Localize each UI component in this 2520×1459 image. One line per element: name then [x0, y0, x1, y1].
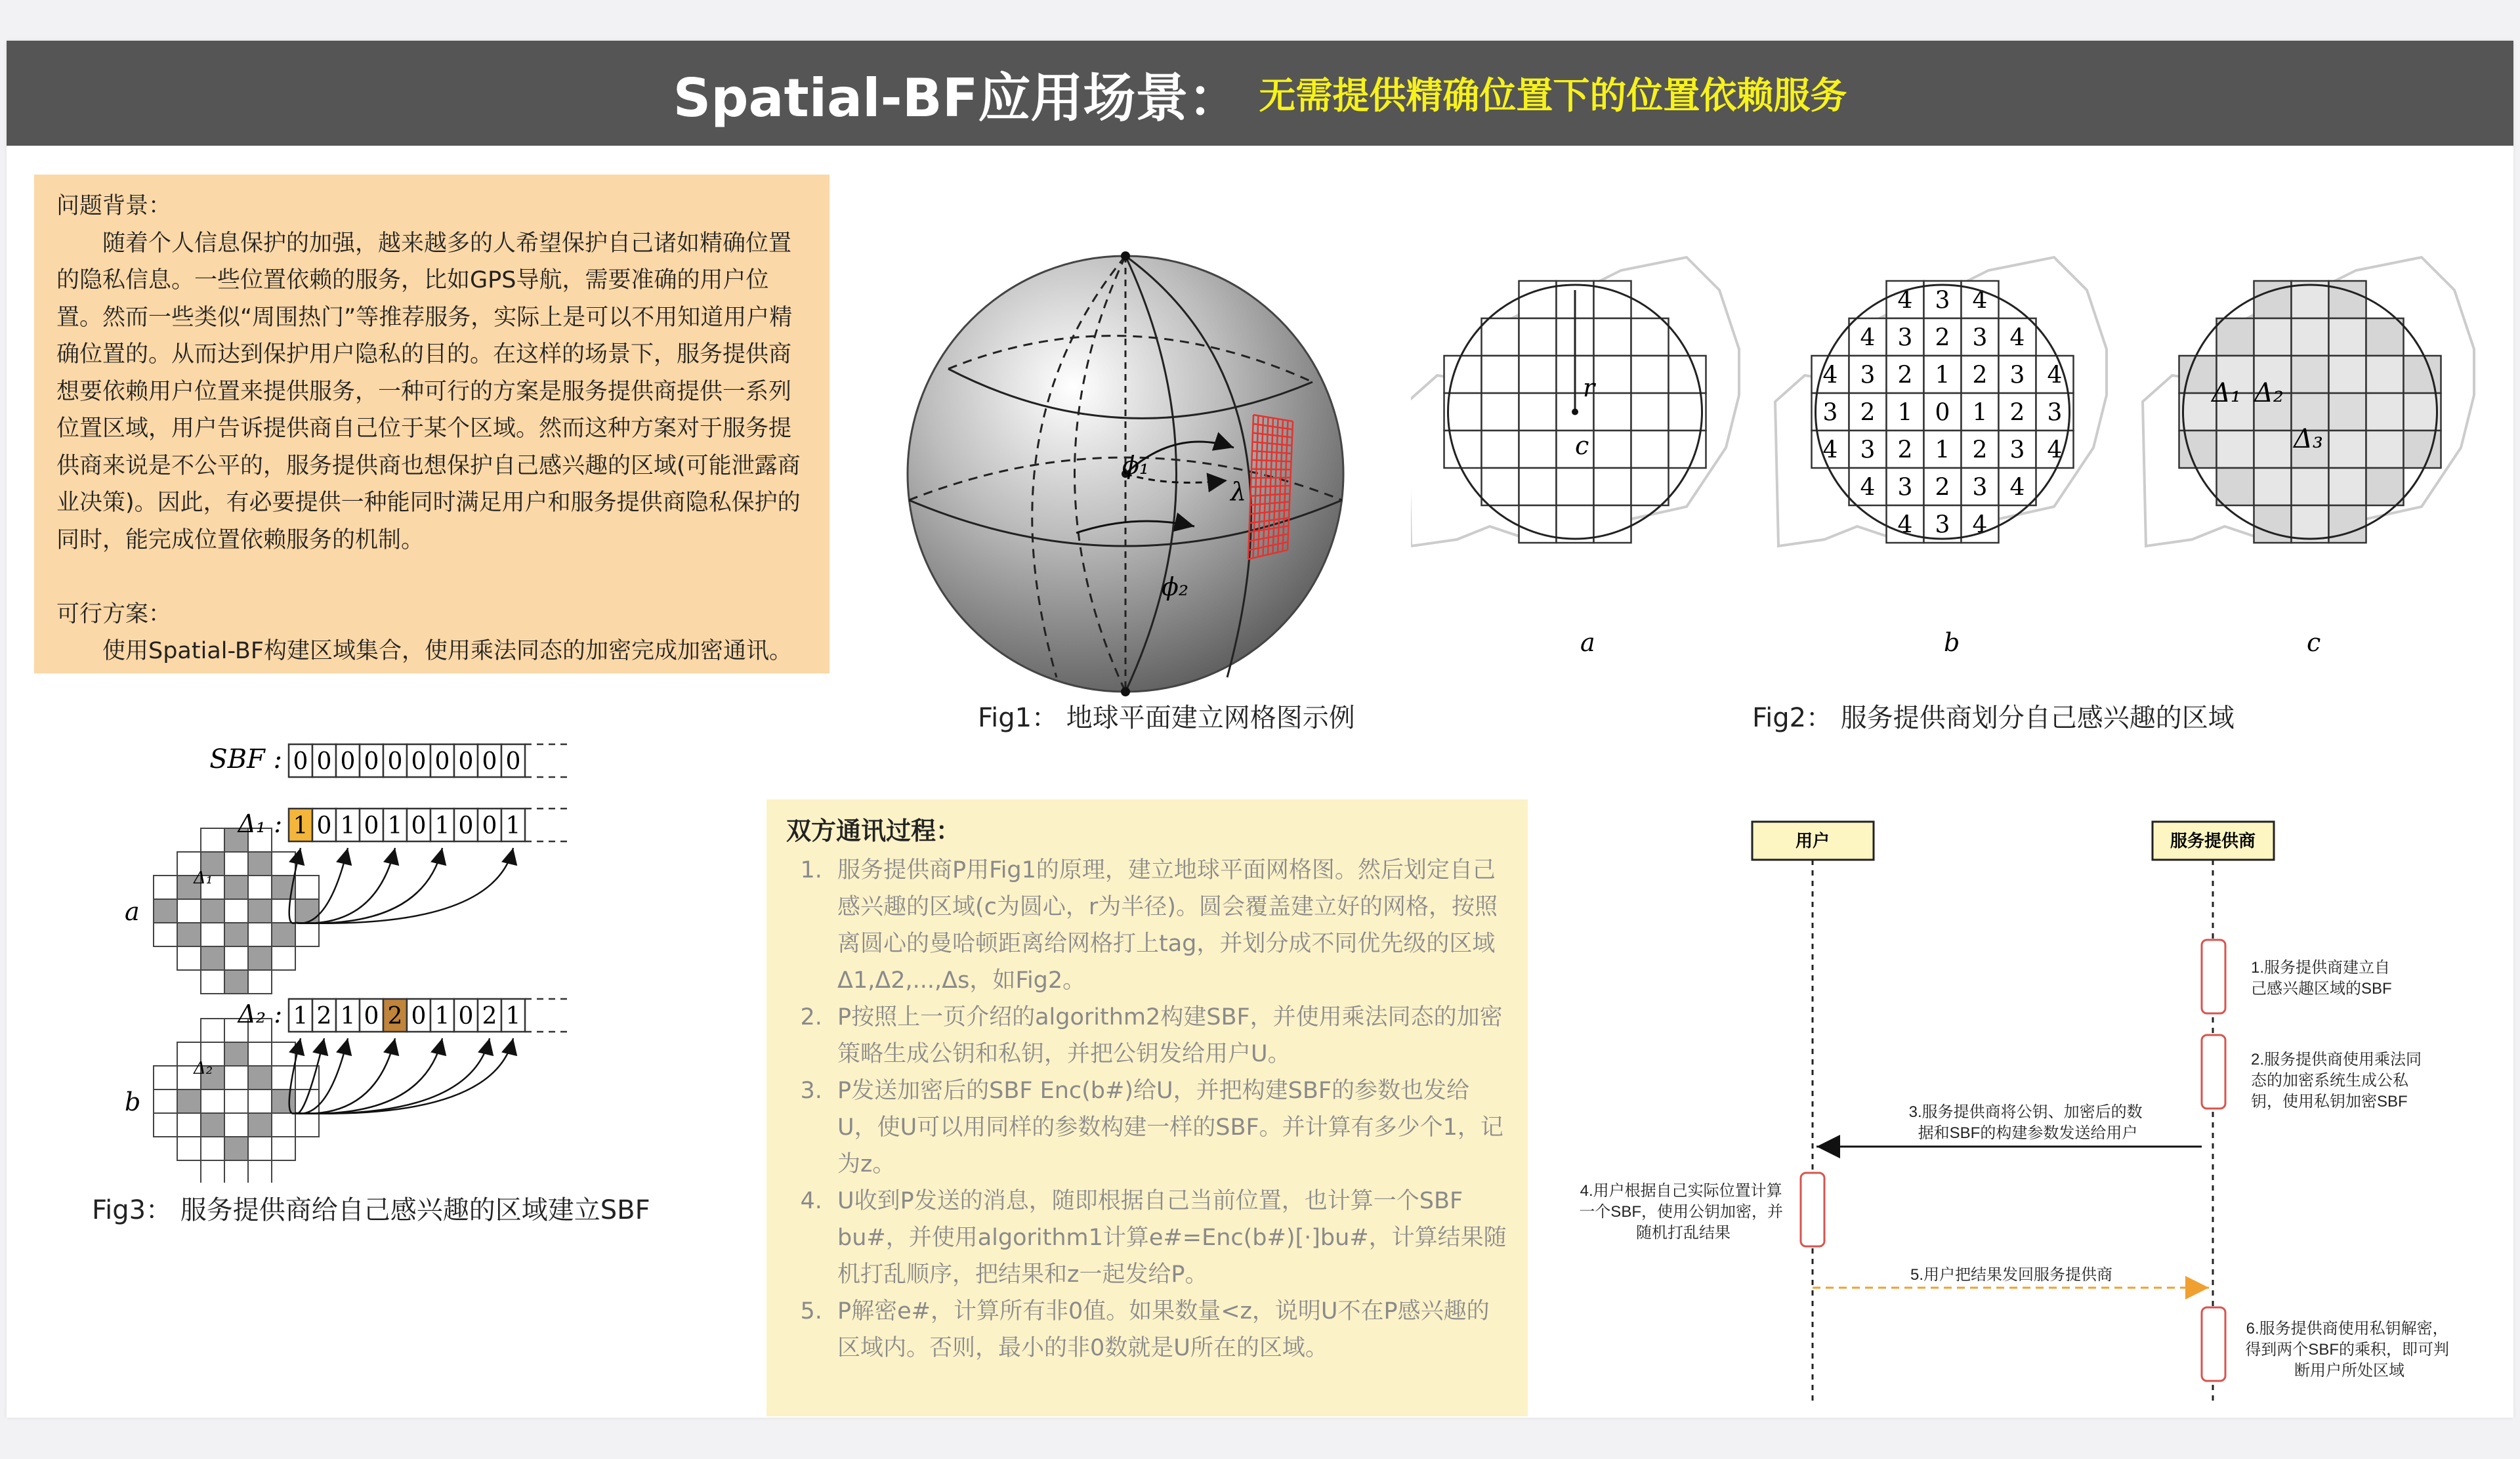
- grid-cell: [2366, 356, 2404, 393]
- fig3-diagram: [85, 697, 676, 1183]
- grid-cell: [2329, 431, 2366, 468]
- fig3-cell-value: 1: [434, 1003, 450, 1030]
- step-5: 5. P解密e#，计算所有非0值。如果数量<z，说明U不在P感兴趣的区域内。否则，最小的非0数就是U所在的区域。: [830, 1293, 1508, 1366]
- grid-line-h: [1251, 469, 1291, 470]
- grid-cell: [1444, 393, 1482, 431]
- grid-cell: [1482, 431, 1519, 468]
- spacer: [56, 559, 807, 596]
- fig3-cell-value: 0: [316, 813, 332, 839]
- grid-tag: 3: [1860, 362, 1876, 389]
- grid-tag: 4: [2009, 474, 2025, 501]
- grid-tag: 1: [1935, 362, 1950, 389]
- grid-cell: [2329, 318, 2366, 356]
- sbf-cell-value: 0: [411, 748, 427, 775]
- grid-tag: 2: [1860, 399, 1876, 427]
- mini-grid-cell: [177, 923, 201, 946]
- grid-cell: [1482, 468, 1519, 505]
- grid-tag: 4: [1860, 474, 1876, 501]
- grid-tag: 4: [1972, 511, 1988, 539]
- sbf-cell-value: 0: [505, 748, 521, 775]
- fig3-cell-value: 0: [364, 1003, 379, 1030]
- grid-cell: [1594, 431, 1631, 468]
- grid-tag: 4: [2009, 324, 2025, 352]
- grid-cell: [1631, 356, 1669, 393]
- mini-grid-cell: [154, 899, 177, 923]
- mini-grid-delta: Δ₁: [194, 868, 213, 888]
- grid-tag: 3: [1972, 474, 1988, 501]
- grid-cell: [2292, 356, 2329, 393]
- grid-tag: 4: [2047, 436, 2063, 464]
- sbf-cell-value: 0: [387, 748, 403, 775]
- mini-grid-cell: [248, 1113, 272, 1137]
- mini-grid-cell: [224, 970, 248, 994]
- mini-grid-cell: [154, 1066, 177, 1089]
- mini-grid-cell: [248, 852, 272, 876]
- grid-cell: [2366, 468, 2404, 505]
- communication-panel: [766, 799, 1528, 1416]
- grid-tag: 1: [1972, 399, 1988, 427]
- mini-grid-cell: [224, 1160, 248, 1183]
- note-4: 4.用户根据自己实际位置计算 一个SBF，使用公钥加密，并 随机打乱结果: [1579, 1182, 1784, 1242]
- grid-cell: [1482, 318, 1519, 356]
- mini-grid-cell: [295, 923, 319, 946]
- grid-cell: [2329, 393, 2366, 431]
- mini-grid-cell: [224, 1137, 248, 1160]
- mini-grid-cell: [201, 970, 224, 994]
- mini-grid-delta: Δ₂: [194, 1059, 213, 1078]
- solution-body: 使用Spatial-BF构建区域集合，使用乘法同态的加密完成加密通讯。: [102, 638, 793, 664]
- grid-cell: [1482, 356, 1519, 393]
- grid-cell: [1669, 393, 1706, 431]
- mini-grid-cell: [154, 1113, 177, 1137]
- fig3-cell-value: 1: [293, 1003, 308, 1030]
- fig3-cell-value: 0: [482, 813, 497, 839]
- fig2-diagram: [1411, 231, 2520, 677]
- fig3-cell-value: 2: [482, 1003, 497, 1030]
- fig3-arrow: [295, 1038, 513, 1114]
- mini-grid-cell: [248, 923, 272, 946]
- mini-grid-cell: [201, 828, 224, 852]
- sbf-cell-value: 0: [458, 748, 474, 775]
- step-3: 3. P发送加密后的SBF Enc(b#)给U，并把构建SBF的参数也发给U，使U可以用同样的参数构建一样的SBF。并计算有多少个1，记为z。: [830, 1072, 1508, 1183]
- fig2a-grid: [1444, 281, 1706, 543]
- mini-grid-cell: [201, 946, 224, 970]
- background-heading: 问题背景：: [56, 193, 172, 219]
- grid-cell: [2404, 393, 2441, 431]
- grid-cell: [2254, 431, 2292, 468]
- grid-cell: [2254, 468, 2292, 505]
- grid-cell: [1557, 468, 1594, 505]
- fig1-globe: [886, 218, 1365, 717]
- fig2-sub-b: b: [1944, 628, 1960, 657]
- activation-6: [2202, 1307, 2225, 1381]
- grid-tag: 0: [1935, 399, 1950, 427]
- fig3-content: [125, 744, 571, 1183]
- mini-grid-cell: [224, 1089, 248, 1113]
- mini-grid-cell: [248, 1066, 272, 1089]
- grid-cell: [2292, 281, 2329, 318]
- lifeline-user-label: 用户: [1795, 831, 1830, 851]
- grid-cell: [1557, 505, 1594, 543]
- note-3: 3.服务提供商将公钥、加密后的数 据和SBF的构建参数发送给用户: [1908, 1103, 2143, 1142]
- grid-cell: [1594, 356, 1631, 393]
- fig2c-label-d2: Δ₂: [2254, 378, 2284, 408]
- step-2: 2. P按照上一页介绍的algorithm2构建SBF，并使用乘法同态的加密策略生成公钥和私钥，并把公钥发给用户U。: [830, 999, 1508, 1072]
- grid-cell: [2292, 505, 2329, 543]
- grid-cell: [2329, 468, 2366, 505]
- fig3-delta-label: Δ₁ :: [238, 809, 282, 838]
- mini-grid-cell: [224, 899, 248, 923]
- grid-tag: 4: [1897, 511, 1913, 539]
- grid-cell: [2254, 318, 2292, 356]
- mini-grid-cell: [248, 1137, 272, 1160]
- grid-tag: 4: [1972, 287, 1988, 314]
- mini-grid-cell: [248, 1089, 272, 1113]
- mini-grid-cell: [295, 876, 319, 899]
- sbf-cell-value: 0: [482, 748, 497, 775]
- grid-cell: [1594, 318, 1631, 356]
- grid-cell: [1594, 468, 1631, 505]
- grid-tag: 3: [2009, 436, 2025, 464]
- mini-grid-cell: [224, 923, 248, 946]
- mini-grid-cell: [201, 1137, 224, 1160]
- mini-grid-cell: [224, 1113, 248, 1137]
- grid-tag: 3: [1935, 511, 1950, 539]
- grid-tag: 2: [1897, 436, 1913, 464]
- title-bar: [7, 41, 2513, 146]
- sbf-cell-value: 0: [434, 748, 450, 775]
- fig2-caption: Fig2： 服务提供商划分自己感兴趣的区域: [1752, 703, 2235, 733]
- mini-grid-cell: [201, 1019, 224, 1042]
- grid-tag: 2: [1897, 362, 1913, 389]
- grid-tag: 4: [1822, 436, 1838, 464]
- grid-tag: 2: [1935, 474, 1950, 501]
- grid-tag: 3: [2047, 399, 2063, 427]
- grid-tag: 3: [1897, 474, 1913, 501]
- fig2-sub-a: a: [1580, 628, 1595, 657]
- mini-grid-cell: [177, 1113, 201, 1137]
- fig2c-label-d3: Δ₃: [2294, 424, 2323, 454]
- fig3-row-label: a: [125, 897, 140, 926]
- grid-tag: 4: [2047, 362, 2063, 389]
- fig3-cell-value: 1: [293, 813, 308, 839]
- activation-2: [2202, 1035, 2225, 1109]
- grid-tag: 1: [1935, 436, 1950, 464]
- mini-grid-cell: [201, 899, 224, 923]
- grid-tag: 3: [1822, 399, 1838, 427]
- mini-grid-cell: [272, 923, 295, 946]
- grid-cell: [1631, 431, 1669, 468]
- grid-cell: [2292, 468, 2329, 505]
- mini-grid-cell: [272, 1137, 295, 1160]
- note-5: 5.用户把结果发回服务提供商: [1910, 1266, 2113, 1284]
- grid-cell: [2179, 393, 2217, 431]
- grid-cell: [1631, 318, 1669, 356]
- fig2a-label-r: r: [1583, 373, 1595, 402]
- sbf-label: SBF :: [209, 744, 282, 774]
- mini-grid-cell: [177, 946, 201, 970]
- mini-grid-cell: [201, 923, 224, 946]
- grid-cell: [1594, 393, 1631, 431]
- mini-grid-cell: [154, 923, 177, 946]
- grid-tag: 3: [1972, 324, 1988, 352]
- page-title: Spatial-BF应用场景：: [673, 67, 1241, 129]
- fig2c-grid: [2179, 281, 2441, 543]
- sbf-cell-value: 0: [364, 748, 379, 775]
- mini-grid-cell: [224, 946, 248, 970]
- fig3-cell-value: 1: [340, 813, 356, 839]
- grid-cell: [2329, 356, 2366, 393]
- page-subtitle: 无需提供精确位置下的位置依赖服务: [1259, 75, 1847, 117]
- mini-grid-cell: [272, 1089, 295, 1113]
- mini-grid-cell: [248, 876, 272, 899]
- note-2: 2.服务提供商使用乘法同 态的加密系统生成公私 钥，使用私钥加密SBF: [2251, 1051, 2422, 1110]
- mini-grid-cell: [201, 1160, 224, 1183]
- mini-grid-cell: [295, 899, 319, 923]
- mini-grid-cell: [224, 876, 248, 899]
- grid-cell: [1482, 393, 1519, 431]
- mini-grid-cell: [154, 876, 177, 899]
- grid-tag: 4: [1897, 287, 1913, 314]
- sequence-diagram: [1542, 809, 2500, 1412]
- mini-grid-cell: [248, 899, 272, 923]
- fig3-cell-value: 1: [340, 1003, 356, 1030]
- grid-tag: 2: [1972, 362, 1988, 389]
- label-phi2: ϕ₂: [1162, 572, 1189, 601]
- grid-tag: 2: [2009, 399, 2025, 427]
- mini-grid-cell: [272, 1113, 295, 1137]
- mini-grid-cell: [177, 1089, 201, 1113]
- step-4: 4. U收到P发送的消息，随即根据自己当前位置，也计算一个SBF bu#，并使用algorithm1计算e#=Enc(b#)[·]bu#，计算结果随机打乱顺序，把结果和z一起发给P。: [830, 1183, 1508, 1293]
- background-panel: [34, 175, 830, 673]
- mini-grid-cell: [177, 1137, 201, 1160]
- grid-cell: [1519, 393, 1557, 431]
- lifeline-provider-label: 服务提供商: [2170, 831, 2256, 851]
- communication-steps: [786, 852, 1508, 1366]
- grid-cell: [1519, 318, 1557, 356]
- grid-tag: 3: [1860, 436, 1876, 464]
- note-1: 1.服务提供商建立自 己感兴趣区域的SBF: [2251, 959, 2392, 998]
- grid-cell: [1519, 356, 1557, 393]
- mini-grid-cell: [154, 1089, 177, 1113]
- sbf-cell-value: 0: [293, 748, 308, 775]
- fig2-sub-c: c: [2307, 628, 2321, 657]
- note-6: 6.服务提供商使用私钥解密， 得到两个SBF的乘积，即可判 断用户所处区域: [2245, 1320, 2450, 1380]
- fig2a-label-c: c: [1575, 431, 1589, 460]
- fig2c-label-d1: Δ₁: [2212, 378, 2241, 408]
- grid-tag: 4: [1860, 324, 1876, 352]
- sbf-cell-value: 0: [340, 748, 356, 775]
- mini-grid-cell: [272, 852, 295, 876]
- mini-grid-cell: [201, 1113, 224, 1137]
- communication-heading: 双方通讯过程：: [786, 816, 961, 845]
- grid-cell: [2217, 431, 2254, 468]
- sbf-cell-value: 0: [316, 748, 332, 775]
- grid-cell: [2366, 393, 2404, 431]
- mini-grid-cell: [224, 1066, 248, 1089]
- label-lambda: λ: [1230, 477, 1247, 506]
- center-dot: [1572, 409, 1578, 415]
- grid-tag: 2: [1972, 436, 1988, 464]
- fig3-cell-value: 0: [411, 1003, 427, 1030]
- grid-cell: [2292, 318, 2329, 356]
- mini-grid-cell: [295, 1089, 319, 1113]
- fig3-cell-value: 1: [505, 1003, 521, 1030]
- activation-4: [1801, 1173, 1824, 1246]
- mini-grid-cell: [201, 1089, 224, 1113]
- grid-tag: 1: [1897, 399, 1913, 427]
- slide: [7, 41, 2513, 1418]
- grid-tag: 3: [1897, 324, 1913, 352]
- mini-grid-cell: [248, 1160, 272, 1183]
- mini-grid-cell: [248, 1042, 272, 1066]
- mini-grid-cell: [224, 852, 248, 876]
- fig3-cell-value: 1: [434, 813, 450, 839]
- grid-cell: [1631, 393, 1669, 431]
- solution-heading: 可行方案：: [56, 601, 172, 627]
- background-body: 随着个人信息保护的加强，越来越多的人希望保护自己诸如精确位置的隐私信息。一些位置依赖的服务，比如GPS导航，需要准确的用户位置。然而一些类似“周围热门”等推荐服务，实际上是可以不用知道用户精确位置的。从而达到保护用户隐私的目的。在这样的场景下，服务提供商想要依赖用户位置来提供服务，一种可行的方案是服务提供商提供一系列位置区域，用户告诉提供商自己位于某个区域。然而这种方案对于服务提供商来说是不公平的，服务提供商也想保护自己感兴趣的区域(可能泄露商业决策)。因此，有必要提供一种能同时满足用户和服务提供商隐私保护的同时，能完成位置依赖服务的机制。: [56, 230, 801, 553]
- grid-cell: [2217, 468, 2254, 505]
- grid-tag: 2: [1935, 324, 1950, 352]
- fig3-caption: Fig3： 服务提供商给自己感兴趣的区域建立SBF: [92, 1195, 650, 1225]
- step-1: 1. 服务提供商P用Fig1的原理，建立地球平面网格图。然后划定自己感兴趣的区域(c为圆心，r为半径)。圆会覆盖建立好的网格，按照离圆心的曼哈顿距离给网格打上tag，并划分成不同优先级的区域Δ1,Δ2,...,Δs，如Fig2。: [830, 852, 1508, 999]
- mini-grid-cell: [272, 946, 295, 970]
- fig3-cell-value: 1: [505, 813, 521, 839]
- mini-grid-cell: [248, 970, 272, 994]
- fig3-row-label: b: [125, 1088, 141, 1116]
- mini-grid-cell: [272, 1042, 295, 1066]
- fig3-cell-value: 0: [458, 1003, 474, 1030]
- label-phi1: ϕ₁: [1122, 451, 1150, 480]
- fig3-delta-label: Δ₂ :: [238, 1000, 282, 1028]
- fig3-cell-value: 2: [387, 1003, 403, 1030]
- mini-grid-cell: [295, 1113, 319, 1137]
- fig3-cell-value: 1: [387, 813, 403, 839]
- fig3-cell-value: 0: [364, 813, 379, 839]
- grid-tag: 3: [2009, 362, 2025, 389]
- fig3-cell-value: 0: [411, 813, 427, 839]
- activation-1: [2202, 940, 2225, 1013]
- mini-grid-cell: [177, 899, 201, 923]
- grid-cell: [2366, 318, 2404, 356]
- grid-tag: 4: [1822, 362, 1838, 389]
- mini-grid-cell: [272, 899, 295, 923]
- mini-grid-cell: [224, 1042, 248, 1066]
- fig3-cell-value: 0: [458, 813, 474, 839]
- grid-cell: [1519, 431, 1557, 468]
- grid-cell: [1631, 468, 1669, 505]
- fig3-arrow: [295, 848, 513, 923]
- grid-cell: [1519, 468, 1557, 505]
- fig2b-grid: [1812, 281, 2074, 543]
- grid-tag: 3: [1935, 287, 1950, 314]
- fig1-caption: Fig1： 地球平面建立网格图示例: [978, 703, 1355, 733]
- grid-cell: [2366, 431, 2404, 468]
- mini-grid-cell: [248, 946, 272, 970]
- grid-cell: [2217, 318, 2254, 356]
- fig3-cell-value: 2: [316, 1003, 332, 1030]
